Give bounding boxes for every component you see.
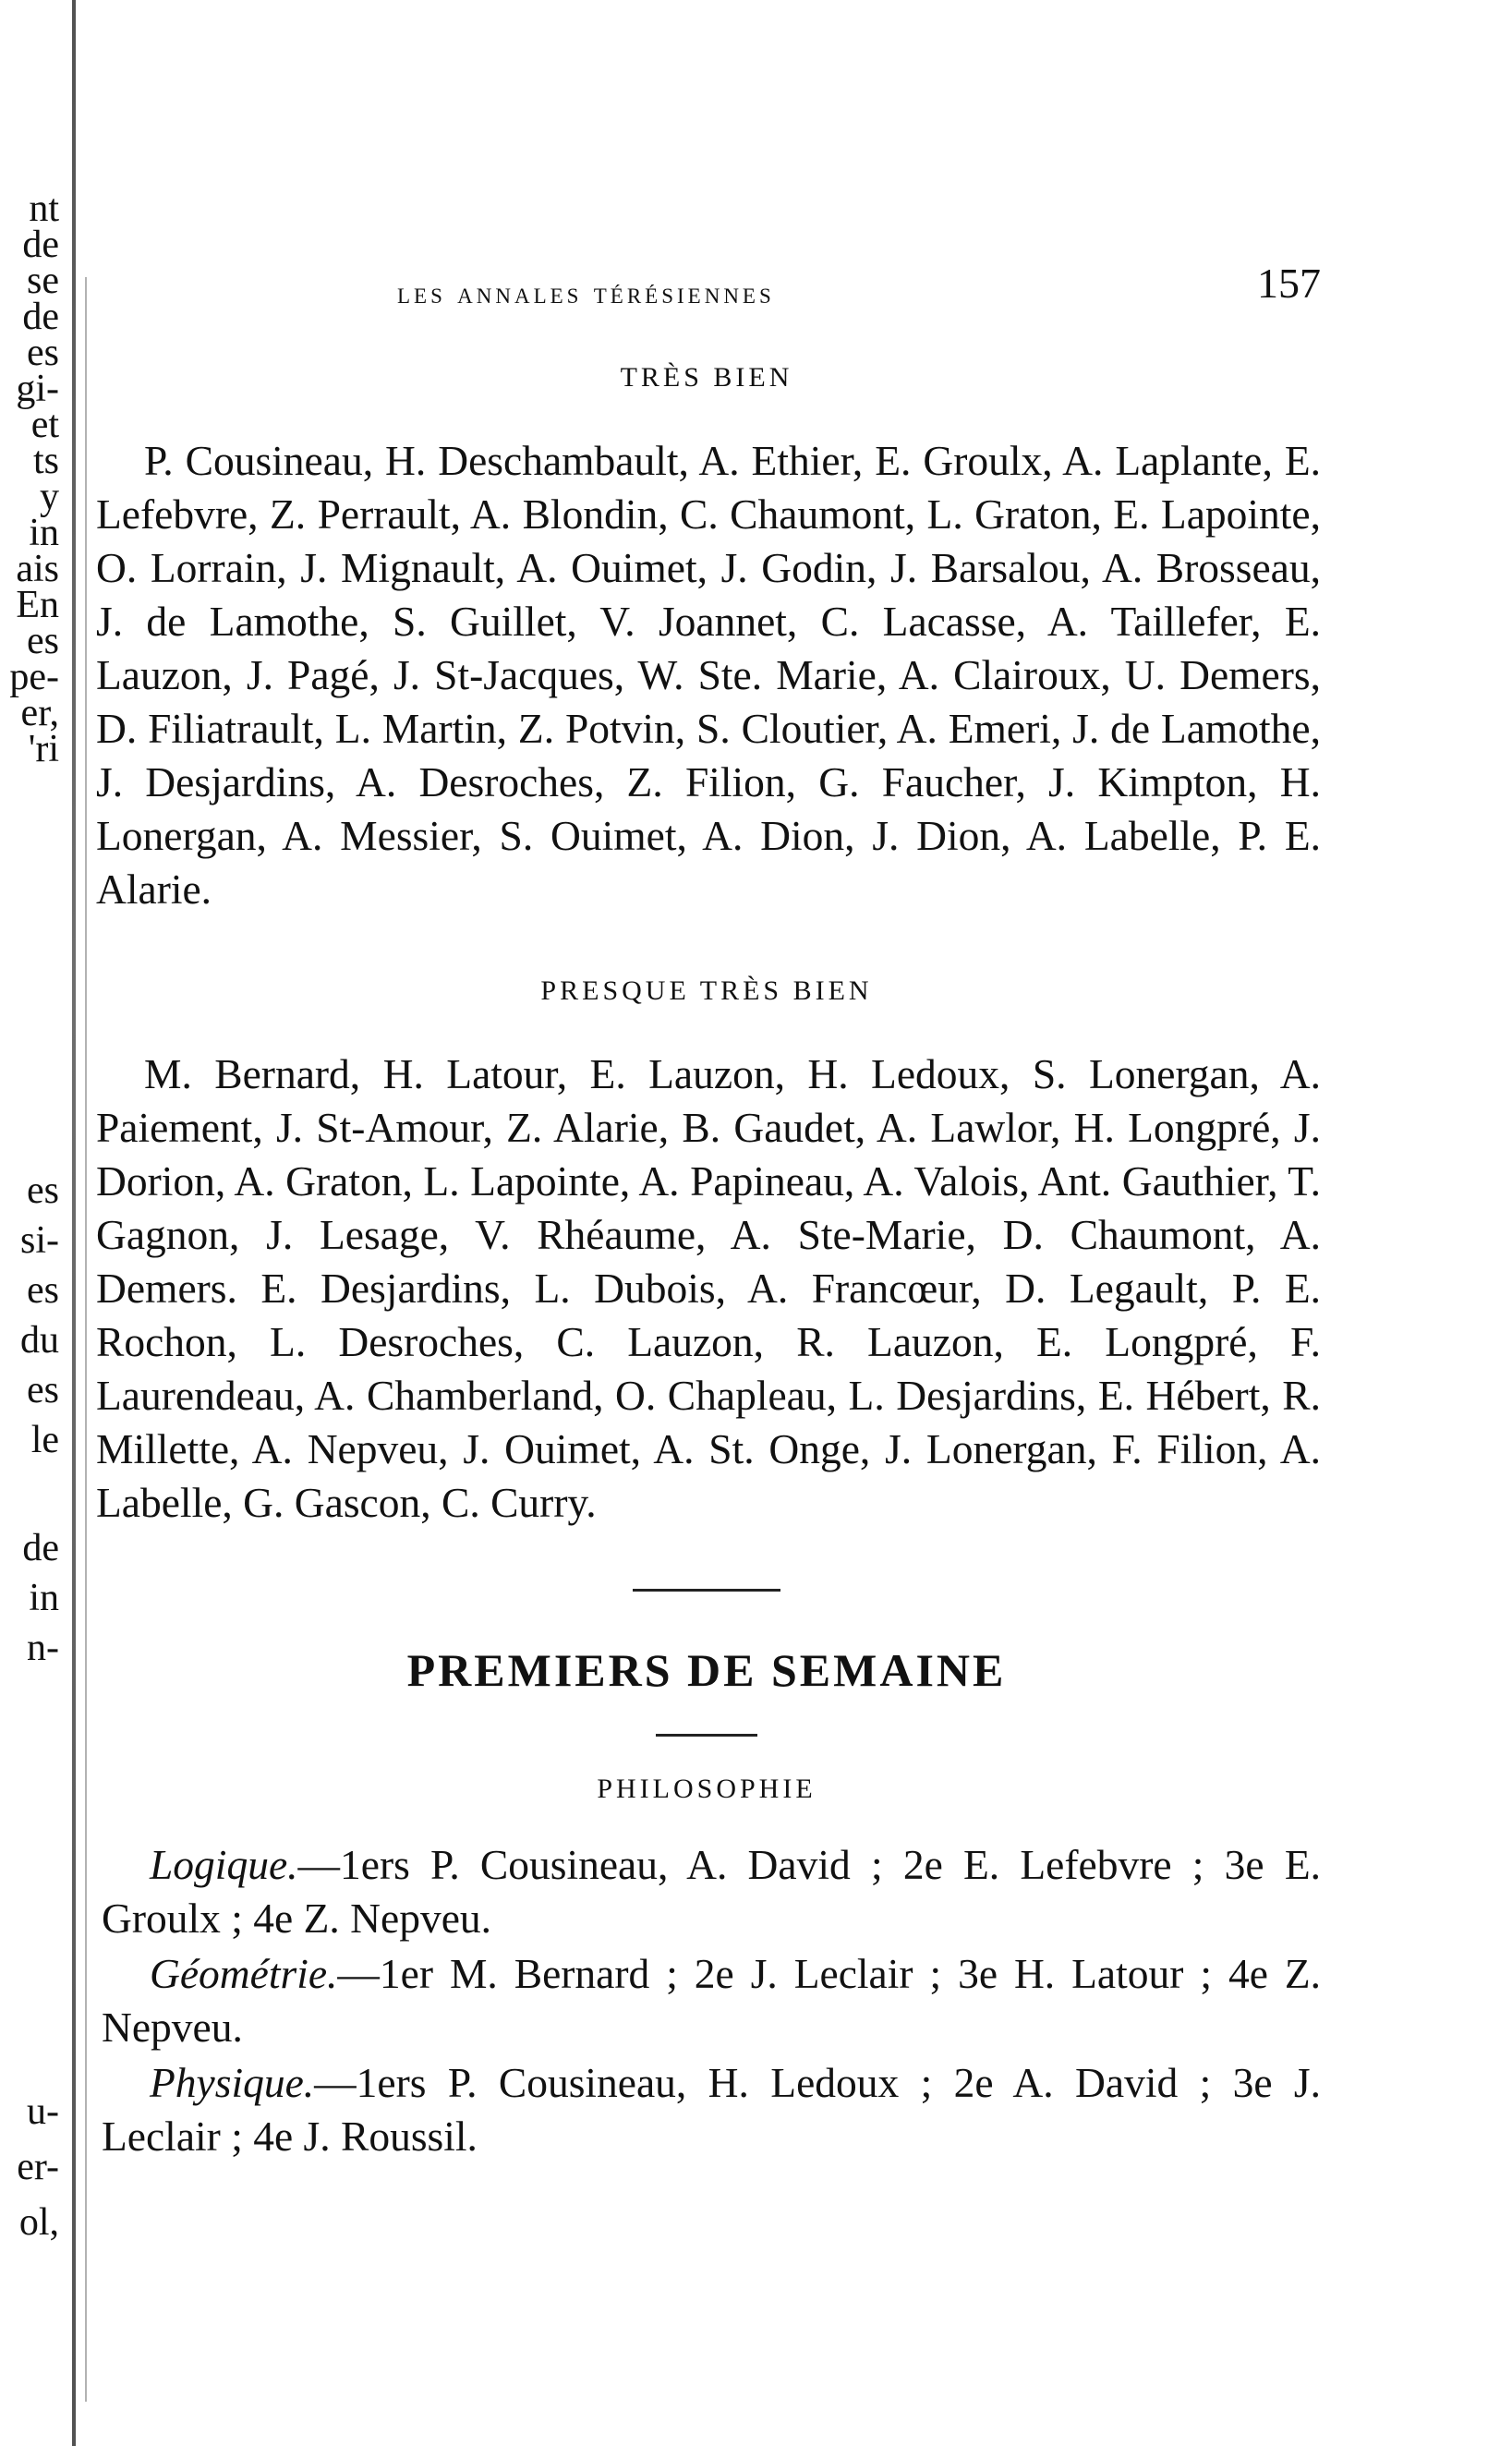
gutter-fragment: ts bbox=[32, 440, 59, 482]
prize-subject: Logique. bbox=[150, 1841, 298, 1888]
divider bbox=[656, 1734, 757, 1737]
running-header bbox=[92, 249, 1321, 333]
binding-shadow bbox=[72, 0, 76, 2446]
gutter-fragment: de bbox=[22, 224, 59, 266]
gutter-fragment: et bbox=[30, 404, 59, 446]
gutter-fragment: y bbox=[40, 476, 59, 518]
gutter-fragment: nt bbox=[29, 188, 59, 230]
main-heading: PREMIERS DE SEMAINE bbox=[406, 1644, 1007, 1696]
gutter-fragment: es bbox=[27, 1369, 59, 1411]
binding-shadow bbox=[85, 277, 87, 2402]
facing-page-gutter bbox=[0, 0, 65, 2446]
prize-text: —1ers P. Cousineau, H. Ledoux ; 2e A. David ; 3e J. Leclair ; 4e J. Roussil. bbox=[102, 2059, 1321, 2160]
page-number: 157 bbox=[1257, 260, 1321, 307]
page-body bbox=[92, 249, 1321, 2165]
gutter-fragment: pe- bbox=[9, 656, 59, 698]
sub-heading: PHILOSOPHIE bbox=[597, 1774, 816, 1804]
honor-list bbox=[92, 434, 1321, 916]
header-title: les annales térésiennes bbox=[397, 277, 775, 310]
gutter-fragment: gi- bbox=[16, 368, 59, 410]
gutter-fragment: 'ri bbox=[28, 728, 59, 770]
section-heading: PRESQUE TRÈS BIEN bbox=[540, 975, 873, 1006]
honor-list bbox=[92, 1047, 1321, 1530]
gutter-fragment: es bbox=[27, 1269, 59, 1312]
gutter-fragment: de bbox=[22, 1527, 59, 1569]
prize-entry bbox=[92, 1838, 1321, 1945]
gutter-fragment: er- bbox=[17, 2146, 59, 2188]
gutter-fragment: es bbox=[27, 332, 59, 374]
gutter-fragment: er, bbox=[20, 692, 59, 734]
gutter-fragment: de bbox=[22, 296, 59, 338]
gutter-fragment: se bbox=[27, 260, 59, 302]
honor-list-text: P. Cousineau, H. Deschambault, A. Ethier, E. Groulx, A. Laplante, E. Lefebvre, Z. Perrault, A. Blondin, C. Chaumont, L. Graton, E. Lapointe, O. Lorrain, J. Mignault, A. Ouimet, J. Godin, J. Barsalou, A. Brosseau, J. de Lamothe, S. Guillet, V. Joannet, C. Lacasse, A. Taillefer, E. Lauzon, J. Pagé, J. St-Jacques, W. Ste. Marie, A. Clairoux, U. Demers, D. Filiatrault, L. Martin, Z. Potvin, S. Cloutier, A. Emeri, J. de Lamothe, J. Desjardins, A. Desroches, Z. Filion, G. Faucher, J. Kimpton, H. Lonergan, A. Messier, S. Ouimet, A. Dion, J. Dion, A. Labelle, P. E. Alarie. bbox=[96, 437, 1321, 913]
gutter-fragment: in bbox=[29, 1577, 59, 1619]
gutter-fragment: le bbox=[30, 1419, 59, 1461]
prize-text: —1ers P. Cousineau, A. David ; 2e E. Lefebvre ; 3e E. Groulx ; 4e Z. Nepveu. bbox=[102, 1841, 1321, 1942]
gutter-fragment: u- bbox=[27, 2090, 59, 2133]
gutter-fragment: es bbox=[27, 1169, 59, 1212]
gutter-fragment: in bbox=[29, 512, 59, 554]
gutter-fragment: si- bbox=[20, 1219, 59, 1262]
gutter-fragment: du bbox=[20, 1319, 59, 1362]
prize-subject: Physique. bbox=[150, 2059, 315, 2106]
prize-entry bbox=[92, 2056, 1321, 2163]
divider bbox=[633, 1589, 780, 1592]
gutter-fragment: n- bbox=[27, 1627, 59, 1669]
prize-entry bbox=[92, 1947, 1321, 2054]
section-heading: TRÈS BIEN bbox=[620, 362, 793, 393]
prize-subject: Géométrie. bbox=[150, 1950, 338, 1997]
gutter-fragment: En bbox=[16, 584, 59, 626]
gutter-fragment: es bbox=[27, 620, 59, 662]
gutter-fragment: ol, bbox=[18, 2201, 59, 2244]
prize-text: —1er M. Bernard ; 2e J. Leclair ; 3e H. Latour ; 4e Z. Nepveu. bbox=[102, 1950, 1321, 2051]
gutter-fragment: ais bbox=[16, 548, 59, 590]
honor-list-text: M. Bernard, H. Latour, E. Lauzon, H. Ledoux, S. Lonergan, A. Paiement, J. St-Amour, Z. Alarie, B. Gaudet, A. Lawlor, H. Longpré, J. Dorion, A. Graton, L. Lapointe, A. Papineau, A. Valois, Ant. Gauthier, T. Gagnon, J. Lesage, V. Rhéaume, A. Ste-Marie, D. Chaumont, A. Demers. E. Desjardins, L. Dubois, A. Francœur, D. Legault, P. E. Rochon, L. Desroches, C. Lauzon, R. Lauzon, E. Longpré, F. Laurendeau, A. Chamberland, O. Chapleau, L. Desjardins, E. Hébert, R. Millette, A. Nepveu, J. Ouimet, A. St. Onge, J. Lonergan, F. Filion, A. Labelle, G. Gascon, C. Curry. bbox=[96, 1050, 1321, 1526]
